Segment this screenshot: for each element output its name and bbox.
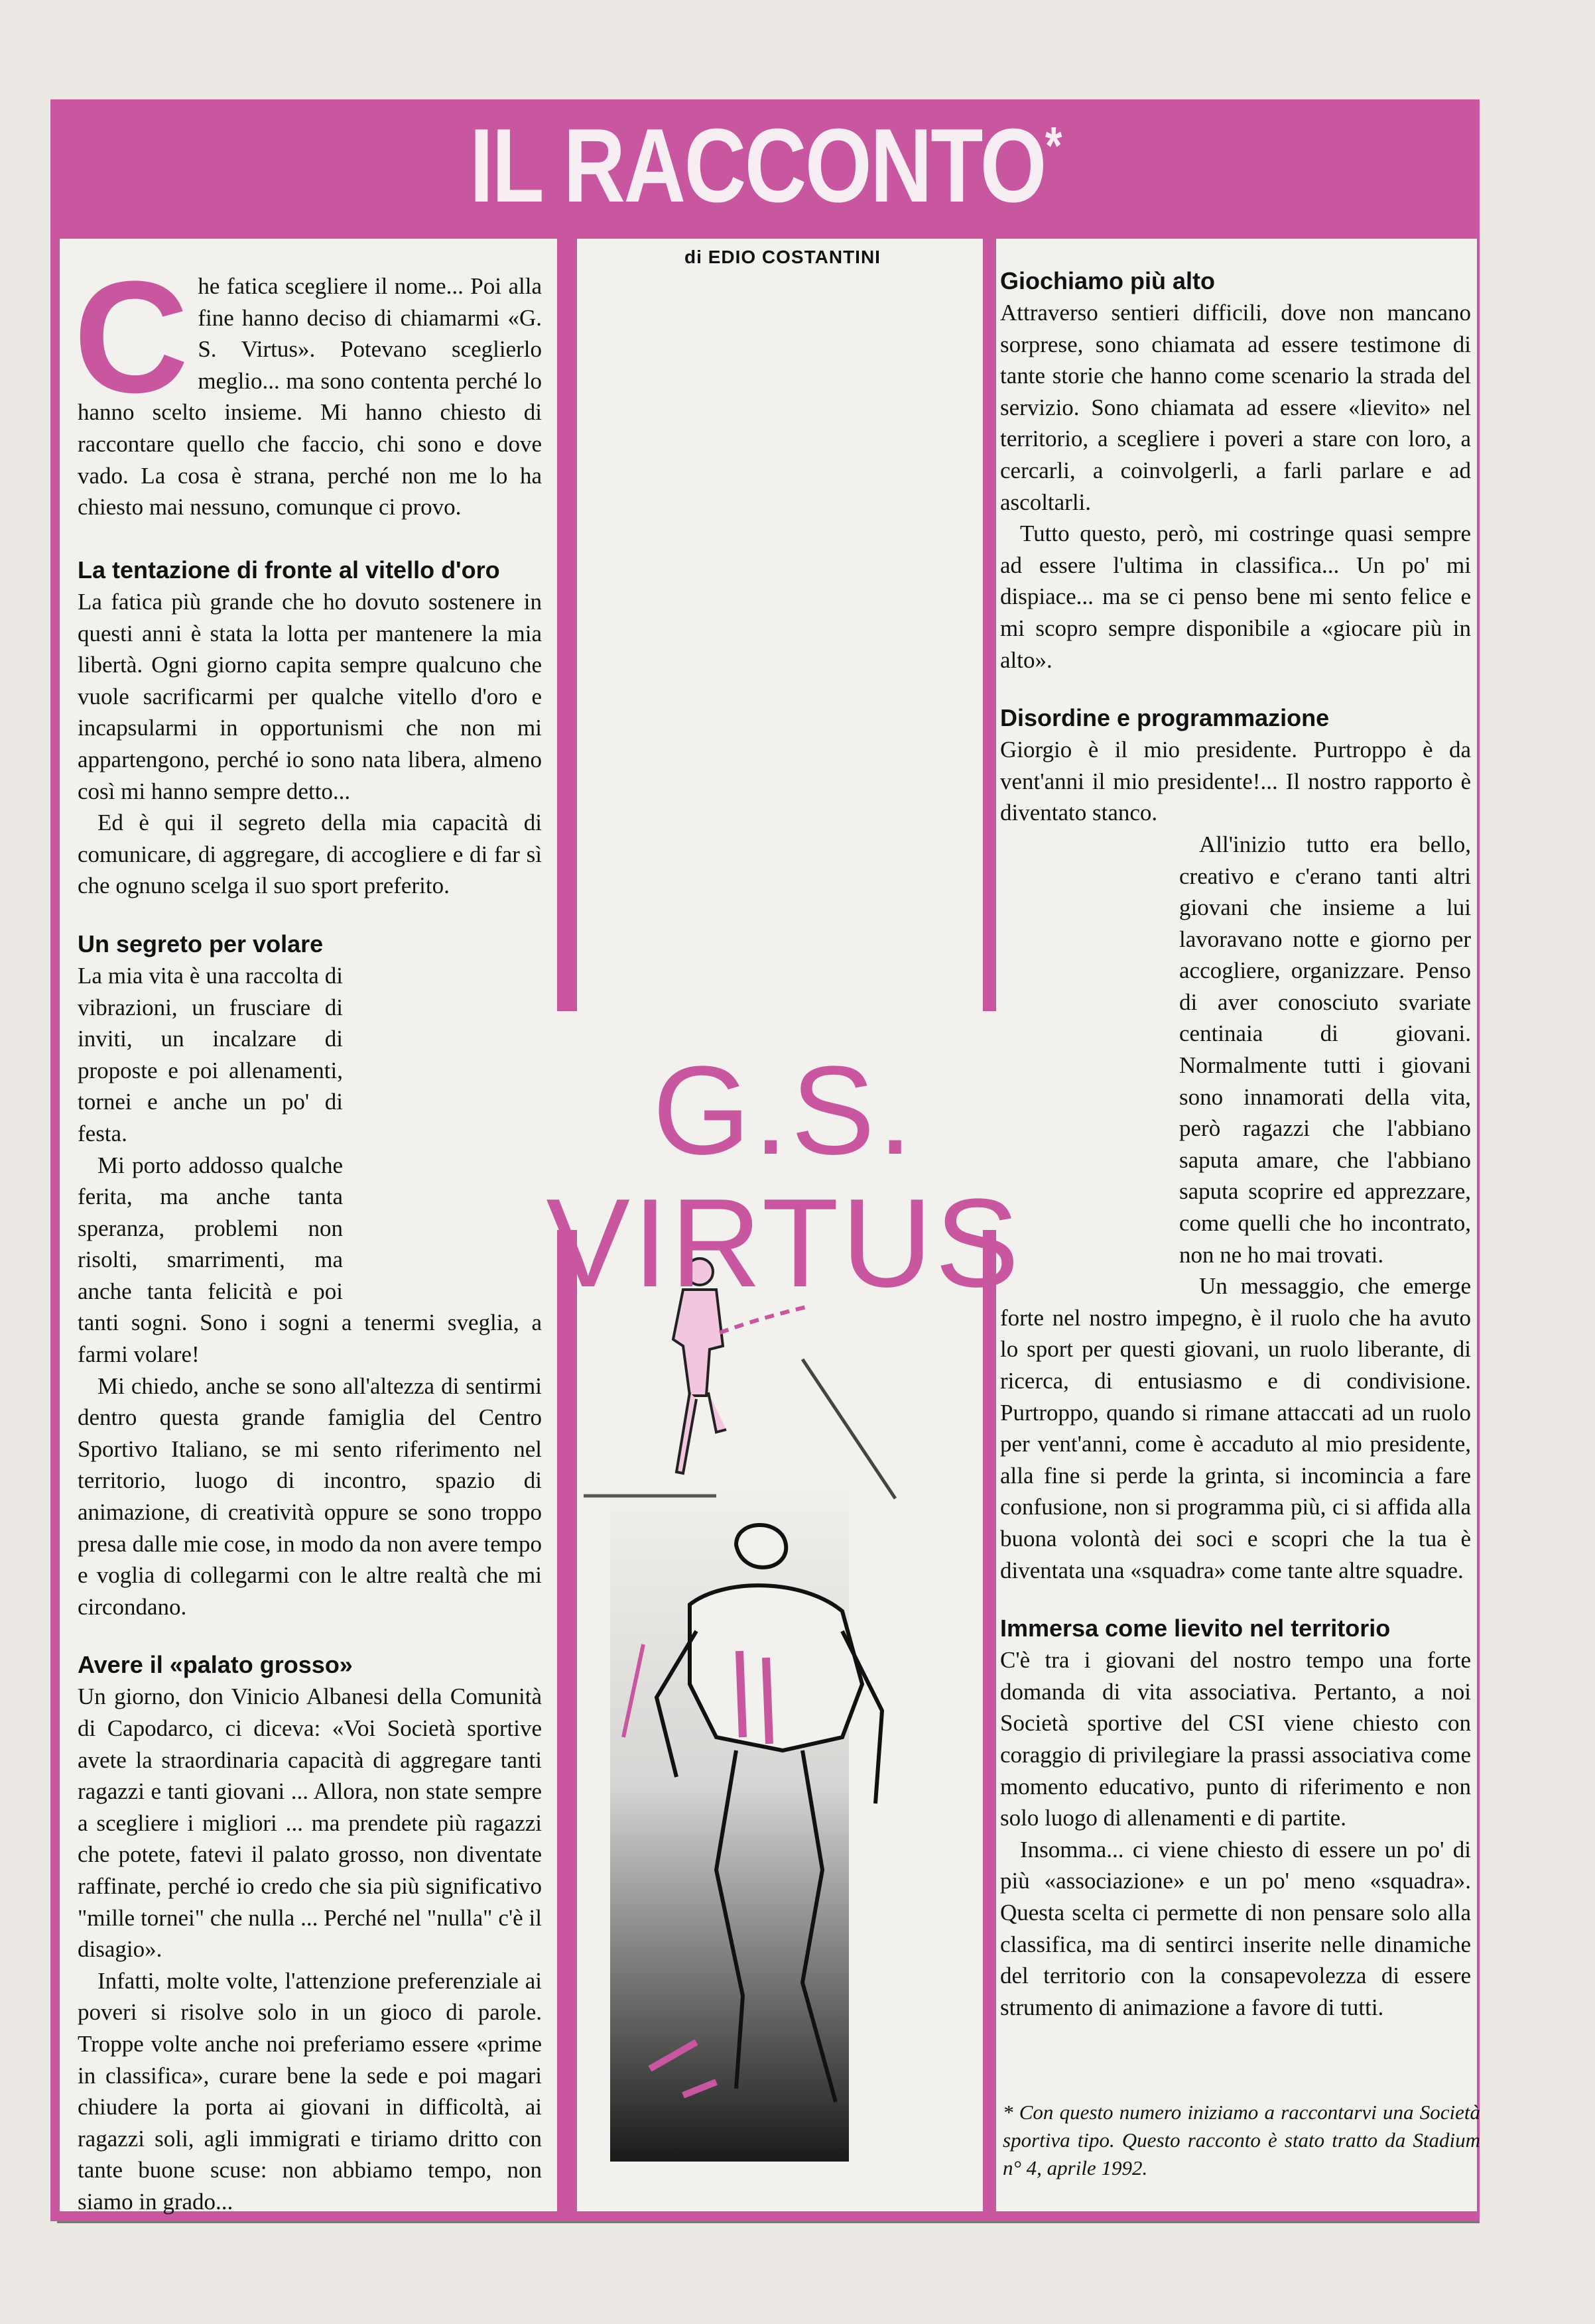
paragraph: Infatti, molte volte, l'attenzione preferenziale ai poveri si risolve solo in un gioco di parole. Troppe volte anche noi preferiamo essere «prime in classifica», curare bene la sede e poi magari chiudere la porta ai giovani in difficoltà, ai ragazzi soli, agli immigrati e tiriamo dritto con tante buone scuse: non abbiamo tempo, non siamo in grado...: [78, 1967, 542, 2215]
paragraph: Tutto questo, però, mi costringe quasi sempre ad essere l'ultima in classifica... Un po' mi dispiace... ma se ci penso bene mi sento felice e mi scopro sempre disponibile a «giocare più in alto».: [1000, 520, 1471, 673]
big-title: G.S. VIRTUS: [546, 1040, 1022, 1314]
paragraph: Giorgio è il mio presidente. Purtroppo è da vent'anni il mio presidente!... Il nostro rapporto è diventato stanco.: [1000, 737, 1471, 826]
section-heading: Avere il «palato grosso»: [78, 1651, 353, 1679]
page-title: IL RACCONTO*: [470, 107, 1060, 224]
byline: di EDIO COSTANTINI: [684, 247, 881, 267]
section-heading: La tentazione di fronte al vitello d'oro: [78, 556, 500, 583]
athlete-illustration: [584, 1233, 982, 2175]
paragraph: Mi porto addosso qualche ferita, ma anche tanta speranza, problemi non risolti, smarrimenti, ma anche tanta felicità e poi tanti sogni. Sono i sogni a tenermi sveglia, a farmi volare!: [78, 1152, 542, 1368]
section-heading: Immersa come lievito nel territorio: [1000, 1615, 1391, 1642]
paragraph: Un giorno, don Vinicio Albanesi della Comunità di Capodarco, ci diceva: «Voi Società sportive avete la straordinaria capacità di aggregare tanti ragazzi e tanti giovani ... Allora, non state sempre a scegliere i migliori ... ma prendete più ragazzi che potete, fatevi il palato grosso, non diventate raffinate, perché io credo che sia più significativo "mille tornei" che nulla ... Perché nel "nulla" c'è il disagio».: [78, 1683, 542, 1963]
wrap-spacer: [343, 1000, 542, 1278]
right-column: [1000, 265, 1471, 2023]
paragraph: C'è tra i giovani del nostro tempo una forte domanda di vita associativa. Pertanto, a noi Società sportive del CSI viene chiesto con coraggio di privilegiare la prassi associativa come momento educativo, punto di riferimento e non solo luogo di allenamenti e di partite.: [1000, 1647, 1471, 1831]
drop-cap: C: [74, 248, 189, 426]
section-heading: Giochiamo più alto: [1000, 267, 1216, 294]
paragraph: All'inizio tutto era bello, creativo e c'erano tanti altri giovani che insieme a lui lavoravano notte e giorno per accogliere, organizzare. Penso di aver conosciuto svariate centinaia di giovani. Normalmente tutti i giovani sono innamorati della vita, però ragazzi che l'abbiano saputa amare, che l'abbiano saputa scoprire ed apprezzare, come quelli che ho incontrato, non ne ho mai trovati.: [1179, 831, 1471, 1268]
section-heading: Un segreto per volare: [78, 930, 324, 957]
section-heading: Disordine e programmazione: [1000, 704, 1330, 732]
center-top-panel: [577, 239, 983, 1011]
paragraph: Ed è qui il segreto della mia capacità di comunicare, di aggregare, di accogliere e di far sì che ognuno scelga il suo sport preferito.: [78, 810, 542, 899]
paragraph: Mi chiedo, anche se sono all'altezza di sentirmi dentro questa grande famiglia del Centro Sportivo Italiano, se mi sento riferimento nel territorio, luogo di incontro, spazio di animazione, di creatività oppure se sono troppo presa dalle mie cose, in modo da non avere tempo e voglia di collegarmi con le altre realtà che mi circondano.: [78, 1373, 542, 1620]
paragraph: Un messaggio, che emerge forte nel nostro impegno, è il ruolo che ha avuto lo sport per questi giovani, un ruolo liberante, di ricerca, di entusiasmo e di condivisione. Purtroppo, quando si rimane attaccati ad un ruolo per vent'anni, come è accaduto al mio presidente, alla fine si perde la grinta, si incomincia a fare confusione, non si programma più, ci si affida alla buona volontà dei soci e scopri che la tua è diventata una «squadra» come tante altre squadre.: [1000, 1273, 1471, 1583]
paragraph: Insomma... ci viene chiesto di essere un po' di più «associazione» e un po' meno «squadra». Questa scelta ci permette di non pensare solo alla classifica, ma di sentirci inserite nelle dinamiche del territorio con la consapevolezza di essere strumento di animazione a favore di tutti.: [1000, 1836, 1471, 2020]
intro-paragraph: Che fatica scegliere il nome... Poi alla fine hanno deciso di chiamarmi «G. S. Virtus». Potevano sceglierlo meglio... ma sono contenta perché lo hanno scelto insieme. Mi hanno chiesto di raccontare quello che faccio, chi sono e dove vado. La cosa è strana, perché non me lo ha chiesto mai nessuno, comunque ci provo.: [74, 248, 542, 520]
wrap-spacer: [1000, 1048, 1179, 1286]
bottom-rule: [57, 2221, 1480, 2223]
paragraph: Attraverso sentieri difficili, dove non mancano sorprese, sono chiamata ad essere testimone di tante storie che hanno come scenario la strada del servizio. Sono chiamata ad essere «lievito» nel territorio, a scegliere i poveri a stare con loro, a cercarli, a coinvolgerli, a farli parlare e ad ascoltarli.: [1000, 300, 1471, 515]
left-column: [74, 248, 542, 2218]
footnote: * Con questo numero iniziamo a raccontarvi una Società sportiva tipo. Questo racconto è stato tratto da Stadium n° 4, aprile 1992.: [1003, 2101, 1480, 2179]
paragraph: La mia vita è una raccolta di vibrazioni, un frusciare di inviti, un incalzare di proposte e poi allenamenti, tornei e anche un po' di festa.: [78, 962, 343, 1146]
paragraph: La fatica più grande che ho dovuto sostenere in questi anni è stata la lotta per mantenere la mia libertà. Ogni giorno capita sempre qualcuno che vuole sacrificarmi per qualche vitello d'oro e incapsularmi in opportunismi che non mi appartengono, perché io sono nata libera, almeno così mi hanno sempre detto...: [78, 589, 542, 804]
